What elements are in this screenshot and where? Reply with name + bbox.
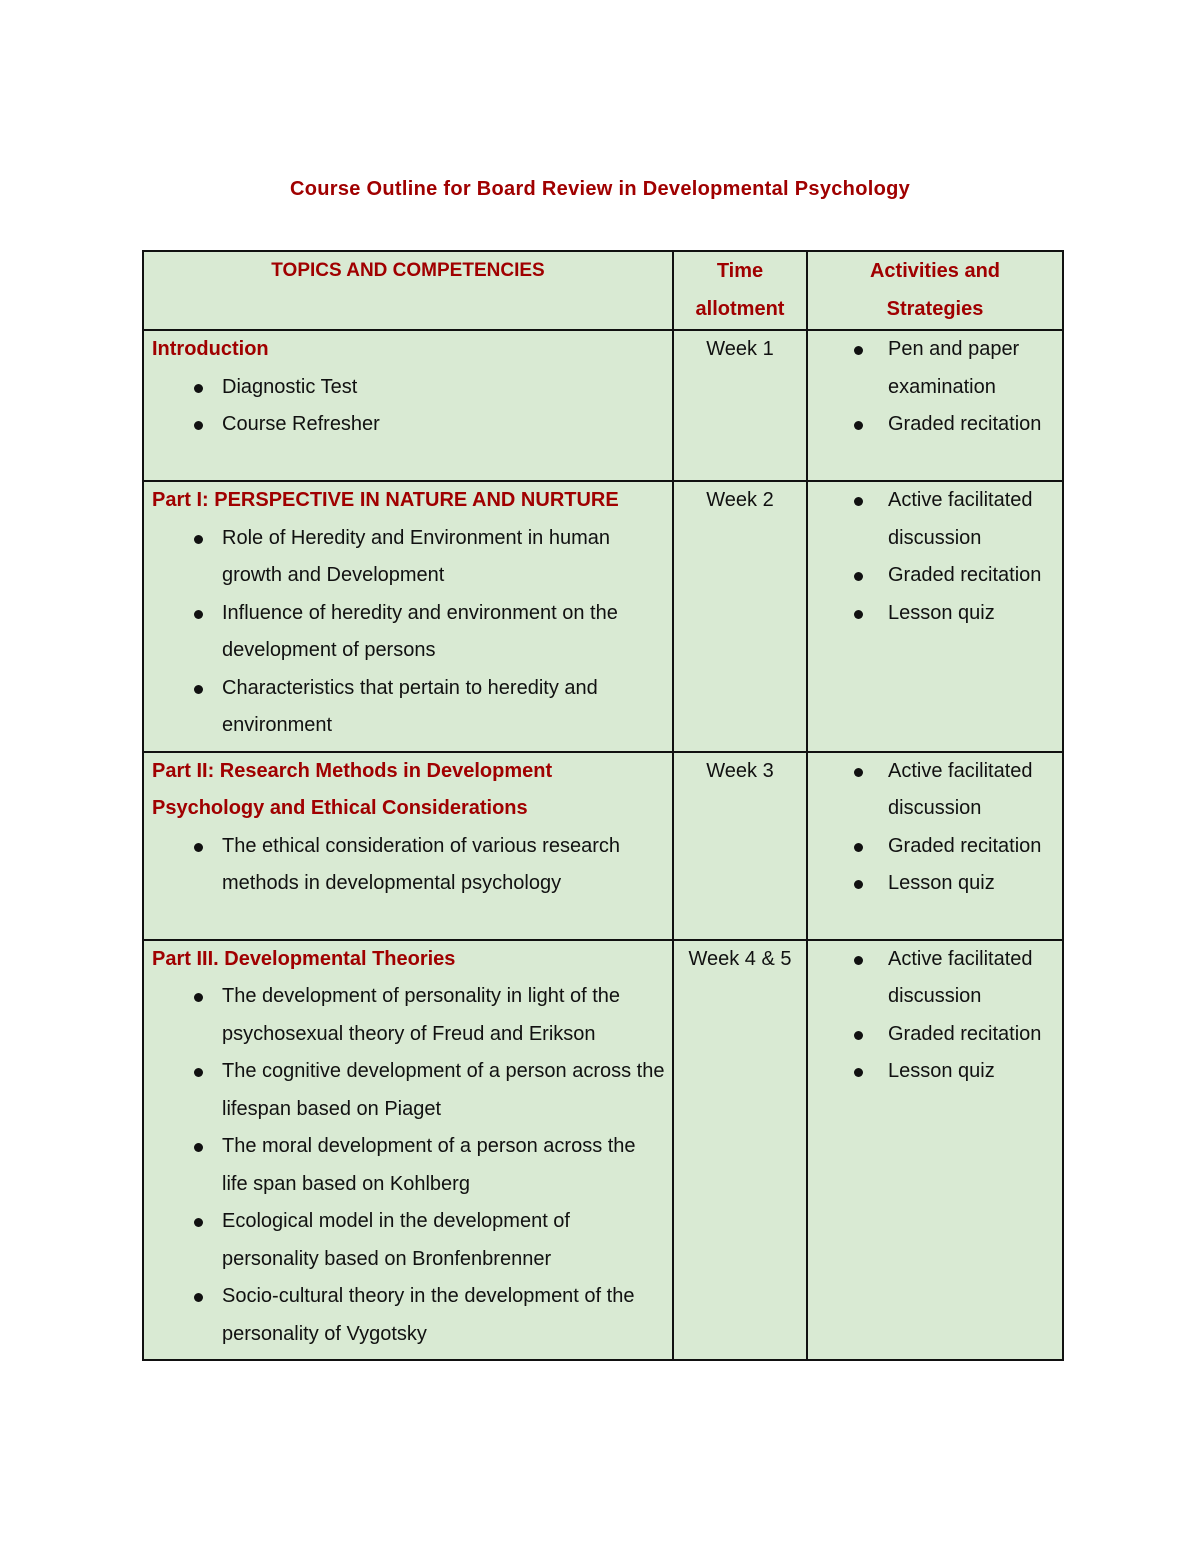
bullet-dot-icon	[194, 993, 203, 1002]
activities-list	[808, 941, 1062, 1091]
activity-item-text: Lesson quiz	[888, 1060, 995, 1082]
bullet-dot-icon	[854, 768, 863, 777]
document-title: Course Outline for Board Review in Developmental Psychology	[289, 178, 911, 200]
time-allotment-value: Week 2	[706, 489, 774, 511]
table-row	[143, 481, 1063, 752]
section-title: Part II: Research Methods in Development Psychology and Ethical Considerations	[152, 759, 553, 819]
activity-item-text: Graded recitation	[888, 1022, 1042, 1045]
activities-cell	[807, 752, 1063, 940]
bullet-dot-icon	[854, 346, 863, 355]
list-item	[808, 595, 1062, 633]
header-time-line2: allotment	[695, 298, 785, 320]
bullet-dot-icon	[854, 572, 863, 581]
time-allotment-value: Week 3	[706, 759, 774, 782]
bullet-dot-icon	[194, 843, 203, 852]
activity-item-text: Active facilitated discussion	[888, 489, 1033, 549]
topic-cell	[143, 940, 673, 1361]
list-item	[152, 978, 666, 1053]
header-topics	[143, 251, 673, 330]
bullet-dot-icon	[854, 843, 863, 852]
topic-item-text: Diagnostic Test	[222, 375, 358, 398]
topic-item-text: The ethical consideration of various research methods in developmental psychology	[222, 834, 620, 894]
activities-cell	[807, 330, 1063, 481]
bullet-dot-icon	[854, 610, 863, 619]
topic-cell	[143, 481, 673, 752]
section-title: Part I: PERSPECTIVE IN NATURE AND NURTURE	[152, 489, 619, 511]
course-outline-table	[142, 250, 1064, 1361]
topic-item-text: Course Refresher	[222, 413, 380, 435]
activities-list	[808, 482, 1062, 632]
list-item	[152, 595, 666, 670]
bullet-dot-icon	[194, 1143, 203, 1152]
bullet-dot-icon	[854, 956, 863, 965]
header-topics-label: TOPICS AND COMPETENCIES	[271, 260, 545, 281]
header-activities-line1: Activities and	[869, 260, 1001, 282]
list-item	[808, 865, 1062, 903]
time-allotment-cell	[673, 752, 807, 940]
bullet-dot-icon	[194, 421, 203, 430]
list-item	[152, 1053, 666, 1128]
time-allotment-value: Week 1	[706, 338, 774, 360]
list-item	[152, 828, 666, 903]
list-item	[808, 753, 1062, 828]
topic-item-text: Role of Heredity and Environment in human growth and Development	[222, 526, 610, 586]
activity-item-text: Graded recitation	[888, 564, 1042, 586]
table-row	[143, 330, 1063, 481]
bullet-dot-icon	[194, 1293, 203, 1302]
topic-item-text: The moral development of a person across the life span based on Kohlberg	[222, 1135, 636, 1195]
activity-item-text: Active facilitated discussion	[888, 947, 1033, 1007]
section-title: Part III. Developmental Theories	[152, 947, 456, 970]
list-item	[152, 670, 666, 745]
list-item	[152, 369, 666, 407]
activity-item-text: Graded recitation	[888, 413, 1042, 435]
header-time-line1: Time	[716, 260, 764, 282]
topic-cell	[143, 330, 673, 481]
time-allotment-value: Week 4 & 5	[688, 947, 792, 970]
bullet-dot-icon	[854, 1068, 863, 1077]
header-time	[673, 251, 807, 330]
bullet-dot-icon	[194, 1068, 203, 1077]
list-item	[808, 331, 1062, 406]
bullet-dot-icon	[194, 610, 203, 619]
topic-item-text: Ecological model in the development of personality based on Bronfenbrenner	[222, 1210, 570, 1270]
topic-item-text: Socio-cultural theory in the development of the personality of Vygotsky	[222, 1285, 635, 1345]
topic-list	[152, 978, 666, 1353]
header-activities-line2: Strategies	[886, 298, 984, 320]
bullet-dot-icon	[854, 880, 863, 889]
header-row	[143, 251, 1063, 330]
topic-list	[152, 828, 666, 903]
section-title: Introduction	[152, 338, 269, 360]
bullet-dot-icon	[854, 421, 863, 430]
topic-item-text: Characteristics that pertain to heredity and environment	[222, 676, 598, 736]
activity-item-text: Pen and paper examination	[888, 338, 1020, 398]
list-item	[808, 941, 1062, 1016]
list-item	[808, 557, 1062, 595]
activity-item-text: Lesson quiz	[888, 601, 995, 624]
bullet-dot-icon	[194, 685, 203, 694]
list-item	[808, 406, 1062, 444]
activity-item-text: Graded recitation	[888, 834, 1042, 857]
topic-cell	[143, 752, 673, 940]
activities-list	[808, 753, 1062, 903]
activity-item-text: Lesson quiz	[888, 872, 995, 894]
list-item	[808, 828, 1062, 866]
time-allotment-cell	[673, 940, 807, 1361]
table-row	[143, 940, 1063, 1361]
time-allotment-cell	[673, 330, 807, 481]
list-item	[152, 406, 666, 444]
topic-list	[152, 369, 666, 444]
bullet-dot-icon	[194, 384, 203, 393]
activities-list	[808, 331, 1062, 444]
activities-cell	[807, 481, 1063, 752]
list-item	[808, 1016, 1062, 1054]
bullet-dot-icon	[194, 535, 203, 544]
bullet-dot-icon	[194, 1218, 203, 1227]
topic-list	[152, 520, 666, 745]
list-item	[152, 520, 666, 595]
list-item	[152, 1278, 666, 1353]
topic-item-text: Influence of heredity and environment on the development of persons	[222, 601, 618, 661]
list-item	[152, 1128, 666, 1203]
topic-item-text: The cognitive development of a person across the lifespan based on Piaget	[222, 1060, 665, 1120]
activity-item-text: Active facilitated discussion	[888, 759, 1033, 819]
list-item	[808, 482, 1062, 557]
bullet-dot-icon	[854, 1031, 863, 1040]
header-activities	[807, 251, 1063, 330]
bullet-dot-icon	[854, 497, 863, 506]
topic-item-text: The development of personality in light of the psychosexual theory of Freud and Erikson	[222, 985, 621, 1045]
activities-cell	[807, 940, 1063, 1361]
list-item	[152, 1203, 666, 1278]
table-row	[143, 752, 1063, 940]
list-item	[808, 1053, 1062, 1091]
time-allotment-cell	[673, 481, 807, 752]
